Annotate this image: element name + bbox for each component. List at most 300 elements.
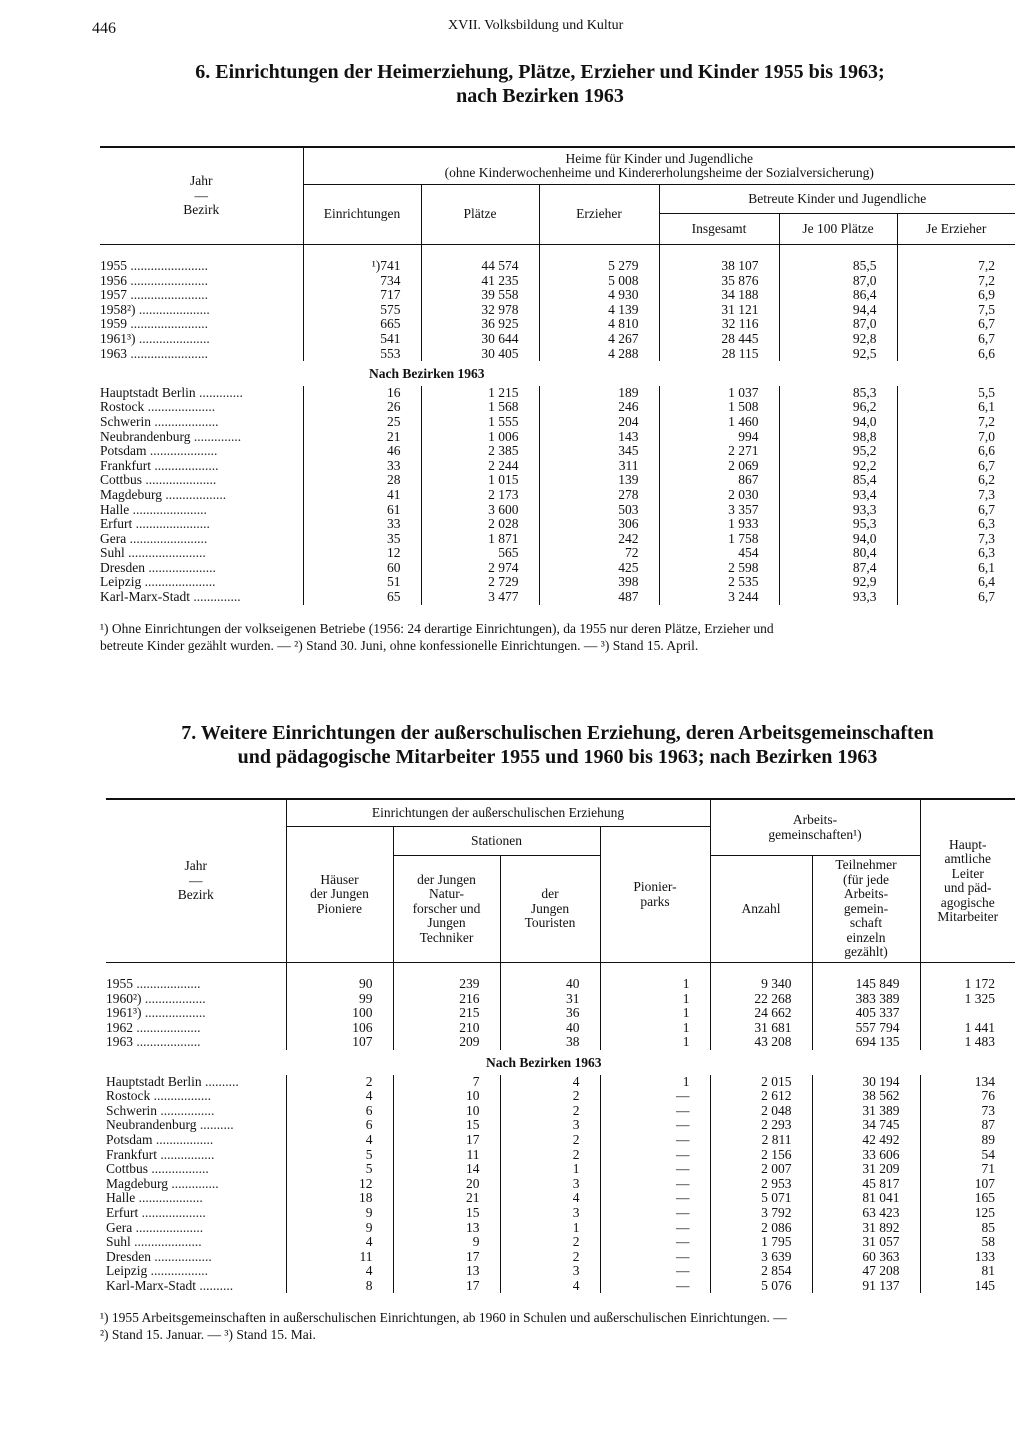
table-cell: 1	[600, 1035, 710, 1050]
table-cell: 2 293	[710, 1118, 812, 1133]
table-row	[100, 517, 1015, 532]
row-label	[100, 274, 303, 289]
row-label-text: Gera	[100, 530, 127, 546]
table-cell: 3 357	[659, 503, 779, 518]
table-row	[100, 347, 1015, 362]
row-label	[100, 473, 303, 488]
row-label	[106, 963, 286, 992]
table-cell: 6,2	[897, 473, 1015, 488]
row-label-text: 1958²)	[100, 301, 136, 317]
table-cell: 17	[393, 1250, 500, 1265]
table-cell: 2	[500, 1133, 600, 1148]
table-cell: 7,2	[897, 415, 1015, 430]
table-cell: 93,3	[779, 503, 897, 518]
row-label	[106, 1235, 286, 1250]
table-cell: 85	[920, 1221, 1015, 1236]
row-label	[106, 1191, 286, 1206]
table-cell: 209	[393, 1035, 500, 1050]
col-naturforscher-l5: Techniker	[419, 929, 474, 945]
table-cell: 87,4	[779, 561, 897, 576]
table-cell: 3	[500, 1118, 600, 1133]
table-cell: 541	[303, 332, 421, 347]
leader-dots: .......................	[126, 530, 208, 546]
table-cell: 7,3	[897, 532, 1015, 547]
table-cell: 2 854	[710, 1264, 812, 1279]
col-leiter	[920, 800, 1015, 963]
table-cell: 216	[393, 992, 500, 1007]
table-row	[106, 1118, 1015, 1133]
leader-dots: ..............	[168, 1175, 219, 1191]
table-cell: 7,5	[897, 303, 1015, 318]
leader-dots: .....................	[142, 472, 217, 488]
table-row	[106, 1162, 1015, 1177]
table-cell: 38	[500, 1035, 600, 1050]
table-cell: 61	[303, 503, 421, 518]
row-label-text: Schwerin	[106, 1102, 157, 1118]
table-cell: 6,3	[897, 546, 1015, 561]
table-row	[106, 1148, 1015, 1163]
row-label	[106, 1006, 286, 1021]
row-label	[100, 546, 303, 561]
col-teilnehmer-l4: gemein-	[843, 900, 889, 916]
table-row	[100, 288, 1015, 303]
table-cell	[920, 1006, 1015, 1021]
row-label-text: Suhl	[100, 545, 125, 561]
table-cell: 133	[920, 1250, 1015, 1265]
table-row	[106, 1264, 1015, 1279]
table-cell: 204	[539, 415, 659, 430]
table-cell: 30 644	[421, 332, 539, 347]
table-cell: 12	[286, 1177, 393, 1192]
table-cell: —	[600, 1118, 710, 1133]
table-cell: 31 681	[710, 1021, 812, 1036]
table-cell: 143	[539, 430, 659, 445]
table-cell: 28 445	[659, 332, 779, 347]
row-label	[106, 992, 286, 1007]
table-cell: 25	[303, 415, 421, 430]
table-row	[106, 992, 1015, 1007]
col-naturforscher-l1: der Jungen	[417, 871, 476, 887]
row-label-text: Magdeburg	[106, 1175, 168, 1191]
table-cell: 16	[303, 386, 421, 401]
row-label	[106, 1118, 286, 1133]
table-cell: 34 745	[812, 1118, 920, 1133]
table-cell: 15	[393, 1206, 500, 1221]
table-cell: 21	[393, 1191, 500, 1206]
table-cell: 2	[500, 1104, 600, 1119]
table-cell: 18	[286, 1191, 393, 1206]
table-cell: 6,7	[897, 332, 1015, 347]
table-cell: 3 792	[710, 1206, 812, 1221]
table7-title-line2: und pädagogische Mitarbeiter 1955 und 1960 bis 1963; nach Bezirken 1963	[237, 746, 878, 768]
table-cell: 9	[393, 1235, 500, 1250]
table-cell: 13	[393, 1221, 500, 1236]
table-cell: 3	[500, 1177, 600, 1192]
table-row	[100, 590, 1015, 605]
table-cell: 4	[286, 1089, 393, 1104]
table-cell: 1 508	[659, 400, 779, 415]
group-header-line1: Heime für Kinder und Jugendliche	[565, 150, 753, 166]
table-cell: 6,7	[897, 503, 1015, 518]
col-insgesamt: Insgesamt	[659, 214, 779, 245]
table-row	[100, 400, 1015, 415]
table6-section-label: Nach Bezirken 1963	[369, 366, 485, 382]
table-cell: 7	[393, 1075, 500, 1090]
table-cell: 44 574	[421, 245, 539, 274]
table-cell: 2 729	[421, 575, 539, 590]
leader-dots: .......................	[127, 258, 208, 273]
table-cell: 92,2	[779, 459, 897, 474]
row-label-text: 1961³)	[106, 1005, 142, 1021]
row-label-text: 1961³)	[100, 330, 136, 346]
row-label-text: Dresden	[106, 1248, 151, 1264]
row-label	[100, 430, 303, 445]
table6	[100, 148, 1015, 605]
leader-dots: ..........	[201, 1073, 239, 1089]
table-cell: 694 135	[812, 1035, 920, 1050]
table-cell: —	[600, 1177, 710, 1192]
table-cell: 31 121	[659, 303, 779, 318]
leader-dots: ...................	[135, 1190, 203, 1206]
table-cell: 1 933	[659, 517, 779, 532]
table-cell: 717	[303, 288, 421, 303]
table7-stub-header	[106, 800, 286, 963]
table-cell: 87,0	[779, 274, 897, 289]
col-je-100-plaetze: Je 100 Plätze	[779, 214, 897, 245]
row-label-text: Cottbus	[100, 472, 143, 488]
table-cell: 5 071	[710, 1191, 812, 1206]
table-cell: 81	[920, 1264, 1015, 1279]
table-cell: 405 337	[812, 1006, 920, 1021]
table-cell: —	[600, 1264, 710, 1279]
col-teilnehmer-l6: einzeln	[846, 929, 886, 945]
table-cell: 30 405	[421, 347, 539, 362]
table-cell: 6,7	[897, 590, 1015, 605]
table-cell: 4	[286, 1235, 393, 1250]
leader-dots: ...................	[133, 1019, 201, 1035]
table-cell: —	[600, 1221, 710, 1236]
table-row	[106, 1104, 1015, 1119]
col-touristen-l2: Jungen	[530, 900, 570, 916]
table-cell: 2	[500, 1235, 600, 1250]
leader-dots: ................	[157, 1146, 215, 1162]
row-label-text: Frankfurt	[106, 1146, 157, 1162]
table-cell: 6,4	[897, 575, 1015, 590]
table-cell: 1 871	[421, 532, 539, 547]
leader-dots: .................	[150, 1248, 212, 1264]
table-cell: 565	[421, 546, 539, 561]
table-cell: 2	[500, 1250, 600, 1265]
table-cell: 11	[286, 1250, 393, 1265]
group-header-line2: (ohne Kinderwochenheime und Kindererholungsheime der Sozialversicherung)	[444, 165, 874, 180]
table-cell: 91 137	[812, 1279, 920, 1294]
col-leiter-l6: Mitarbeiter	[937, 909, 999, 924]
table-cell: 6,6	[897, 444, 1015, 459]
table-cell: 2 271	[659, 444, 779, 459]
table-cell: 34 188	[659, 288, 779, 303]
leader-dots: ......................	[132, 516, 210, 532]
table-row	[106, 1250, 1015, 1265]
col-leiter-l4: und päd-	[943, 880, 992, 895]
row-label-text: Magdeburg	[100, 486, 162, 502]
row-label-text: Erfurt	[100, 516, 133, 532]
table6-years-body	[100, 245, 1015, 362]
table-cell: 1	[600, 1021, 710, 1036]
table-cell: 425	[539, 561, 659, 576]
table-cell: 2 612	[710, 1089, 812, 1104]
table-row	[106, 1191, 1015, 1206]
table-cell: 6,6	[897, 347, 1015, 362]
leader-dots: .................	[147, 1263, 208, 1279]
leader-dots: .......................	[127, 272, 208, 288]
leader-dots: .......................	[127, 287, 208, 303]
row-label-text: Leipzig	[106, 1263, 148, 1279]
col-naturforscher-l3: forscher und	[412, 900, 481, 916]
table-cell: 2 015	[710, 1075, 812, 1090]
col-je-erzieher: Je Erzieher	[897, 214, 1015, 245]
table-cell: 1 758	[659, 532, 779, 547]
row-label-text: Neubrandenburg	[106, 1117, 197, 1133]
table-cell: 278	[539, 488, 659, 503]
table-cell: 85,4	[779, 473, 897, 488]
col-leiter-l1: Haupt-	[949, 836, 987, 852]
table-cell: 24 662	[710, 1006, 812, 1021]
table-cell: 4	[500, 1191, 600, 1206]
col-teilnehmer-l2: (für jede	[842, 871, 890, 887]
table-cell: 92,8	[779, 332, 897, 347]
table-cell: 2 811	[710, 1133, 812, 1148]
row-label	[100, 415, 303, 430]
leader-dots: ..................	[141, 1005, 206, 1021]
table7-years-body	[106, 963, 1015, 1050]
table-row	[100, 546, 1015, 561]
table-cell: 2 156	[710, 1148, 812, 1163]
ag-header-line1: Arbeits-	[792, 812, 838, 827]
table-cell: 17	[393, 1279, 500, 1294]
leader-dots: ..................	[162, 486, 227, 502]
table-cell: 96,2	[779, 400, 897, 415]
table-cell: 31 892	[812, 1221, 920, 1236]
table-cell: 46	[303, 444, 421, 459]
table-cell: 553	[303, 347, 421, 362]
table-row	[106, 1021, 1015, 1036]
leader-dots: ..................	[141, 990, 206, 1006]
col-touristen-l3: Touristen	[524, 915, 576, 931]
col-naturforscher-l2: Natur-	[429, 886, 464, 902]
row-label	[106, 1250, 286, 1265]
sub-group-header: Betreute Kinder und Jugendliche	[659, 185, 1015, 214]
leader-dots: .......................	[124, 545, 206, 561]
table-row	[106, 1075, 1015, 1090]
table-cell: 65	[303, 590, 421, 605]
table-cell: 32 116	[659, 317, 779, 332]
row-label	[100, 575, 303, 590]
table7	[106, 800, 1015, 1293]
stub-header-jahr: Jahr	[190, 173, 213, 189]
table-cell: 4	[286, 1133, 393, 1148]
col-leiter-l3: Leiter	[951, 865, 984, 881]
table7-footnote-line1: ¹) 1955 Arbeitsgemeinschaften in außerschulischen Einrichtungen, ab 1960 in Schulen und außerschulischen Einrichtungen. —	[100, 1310, 787, 1325]
table-cell: 7,2	[897, 274, 1015, 289]
table-cell: 1	[600, 963, 710, 992]
table-cell: 32 978	[421, 303, 539, 318]
col-touristen	[500, 856, 600, 963]
row-label	[100, 561, 303, 576]
table7-title	[100, 721, 1015, 769]
table-cell: 2 598	[659, 561, 779, 576]
row-label-text: Cottbus	[106, 1161, 149, 1177]
table-cell: 1	[500, 1221, 600, 1236]
row-label-text: Potsdam	[100, 443, 147, 459]
table-cell: 28	[303, 473, 421, 488]
leader-dots: .....................	[135, 330, 210, 346]
table-cell: 85,5	[779, 245, 897, 274]
table-cell: 1 555	[421, 415, 539, 430]
table-cell: 311	[539, 459, 659, 474]
row-label	[100, 317, 303, 332]
table-cell: 6,1	[897, 561, 1015, 576]
table6-districts-body	[100, 386, 1015, 605]
row-label	[106, 1221, 286, 1236]
col-naturforscher	[393, 856, 500, 963]
table-cell: 3	[500, 1264, 600, 1279]
table-cell: 1 568	[421, 400, 539, 415]
table-cell: 36 925	[421, 317, 539, 332]
table-row	[106, 1206, 1015, 1221]
table-cell: 1 215	[421, 386, 539, 401]
stub-header-dash: —	[189, 872, 203, 888]
leader-dots: .................	[152, 1131, 214, 1147]
table-cell: 9 340	[710, 963, 812, 992]
table-cell: 87,0	[779, 317, 897, 332]
table-cell: 39 558	[421, 288, 539, 303]
row-label-text: Rostock	[100, 399, 145, 415]
table-cell: 94,0	[779, 532, 897, 547]
table-cell: 93,3	[779, 590, 897, 605]
col-leiter-l5: agogische	[940, 894, 995, 910]
table-cell: 5	[286, 1162, 393, 1177]
table-cell: 2 173	[421, 488, 539, 503]
table7-districts-body	[106, 1075, 1015, 1294]
table-cell: 22 268	[710, 992, 812, 1007]
table-cell: 215	[393, 1006, 500, 1021]
table-row	[100, 561, 1015, 576]
col-einrichtungen: Einrichtungen	[303, 185, 421, 245]
table-cell: 487	[539, 590, 659, 605]
ag-header	[710, 800, 920, 856]
table-cell: 41 235	[421, 274, 539, 289]
table-cell: 3 639	[710, 1250, 812, 1265]
table-cell: 6,9	[897, 288, 1015, 303]
leader-dots: ....................	[144, 399, 216, 415]
table-row	[100, 473, 1015, 488]
row-label	[100, 288, 303, 303]
table-cell: 1 037	[659, 386, 779, 401]
table-row	[100, 317, 1015, 332]
table-cell: —	[600, 1148, 710, 1163]
table-cell: 557 794	[812, 1021, 920, 1036]
leader-dots: ....................	[146, 443, 218, 459]
table-cell: 1 795	[710, 1235, 812, 1250]
table-cell: 73	[920, 1104, 1015, 1119]
table-cell: 4 139	[539, 303, 659, 318]
table-cell: 1 172	[920, 963, 1015, 992]
table-cell: 210	[393, 1021, 500, 1036]
table-cell: 2 953	[710, 1177, 812, 1192]
table-cell: 6,7	[897, 459, 1015, 474]
table7-section-label: Nach Bezirken 1963	[486, 1054, 602, 1070]
table-cell: 454	[659, 546, 779, 561]
table-row	[100, 274, 1015, 289]
table6-stub-header	[100, 148, 303, 245]
table6-title	[100, 60, 980, 108]
table-cell: —	[600, 1279, 710, 1294]
row-label-text: Gera	[106, 1219, 133, 1235]
table-cell: 10	[393, 1089, 500, 1104]
leader-dots: .................	[150, 1088, 212, 1104]
table-cell: 5 008	[539, 274, 659, 289]
table-cell: 35	[303, 532, 421, 547]
table-cell: 2 069	[659, 459, 779, 474]
table-cell: 92,9	[779, 575, 897, 590]
table-cell: 383 389	[812, 992, 920, 1007]
leader-dots: ....................	[144, 559, 216, 575]
table-cell: 11	[393, 1148, 500, 1163]
table-cell: 2 974	[421, 561, 539, 576]
stub-header-dash: —	[194, 187, 208, 203]
row-label-text: Hauptstadt Berlin	[106, 1073, 202, 1089]
row-label-text: Halle	[100, 501, 130, 517]
leader-dots: .....................	[135, 301, 210, 317]
col-haeuser-l2: der Jungen	[310, 886, 369, 902]
table-cell: 31 389	[812, 1104, 920, 1119]
table6-group-header	[303, 148, 1015, 185]
table-cell: 4	[500, 1075, 600, 1090]
row-label-text: Leipzig	[100, 574, 142, 590]
table-cell: 13	[393, 1264, 500, 1279]
table-cell: 734	[303, 274, 421, 289]
table-cell: 145	[920, 1279, 1015, 1294]
leader-dots: ...................	[151, 413, 219, 429]
table-cell: 4 810	[539, 317, 659, 332]
table-row	[106, 1177, 1015, 1192]
table7-footnote	[100, 1309, 1015, 1343]
table-cell: 3	[500, 1206, 600, 1221]
table-row	[106, 1221, 1015, 1236]
table-cell: 4	[500, 1279, 600, 1294]
table-cell: 54	[920, 1148, 1015, 1163]
leader-dots: ...................	[151, 457, 219, 473]
table-cell: —	[600, 1206, 710, 1221]
row-label-text: Potsdam	[106, 1131, 153, 1147]
row-label-text: 1963	[100, 345, 127, 361]
leader-dots: ..............	[190, 428, 242, 444]
col-pionierparks-l1: Pionier-	[633, 879, 677, 894]
table-cell: 33 606	[812, 1148, 920, 1163]
col-erzieher: Erzieher	[539, 185, 659, 245]
table-cell: 87	[920, 1118, 1015, 1133]
table7-footnote-line2: ²) Stand 15. Januar. — ³) Stand 15. Mai.	[100, 1327, 316, 1342]
table7-section	[106, 1050, 1015, 1075]
table-cell: 85,3	[779, 386, 897, 401]
table-cell: 398	[539, 575, 659, 590]
table-cell: 6	[286, 1118, 393, 1133]
table-cell: 8	[286, 1279, 393, 1294]
table-cell: 2 007	[710, 1162, 812, 1177]
table-cell: 145 849	[812, 963, 920, 992]
row-label	[100, 386, 303, 401]
table-cell: 26	[303, 400, 421, 415]
